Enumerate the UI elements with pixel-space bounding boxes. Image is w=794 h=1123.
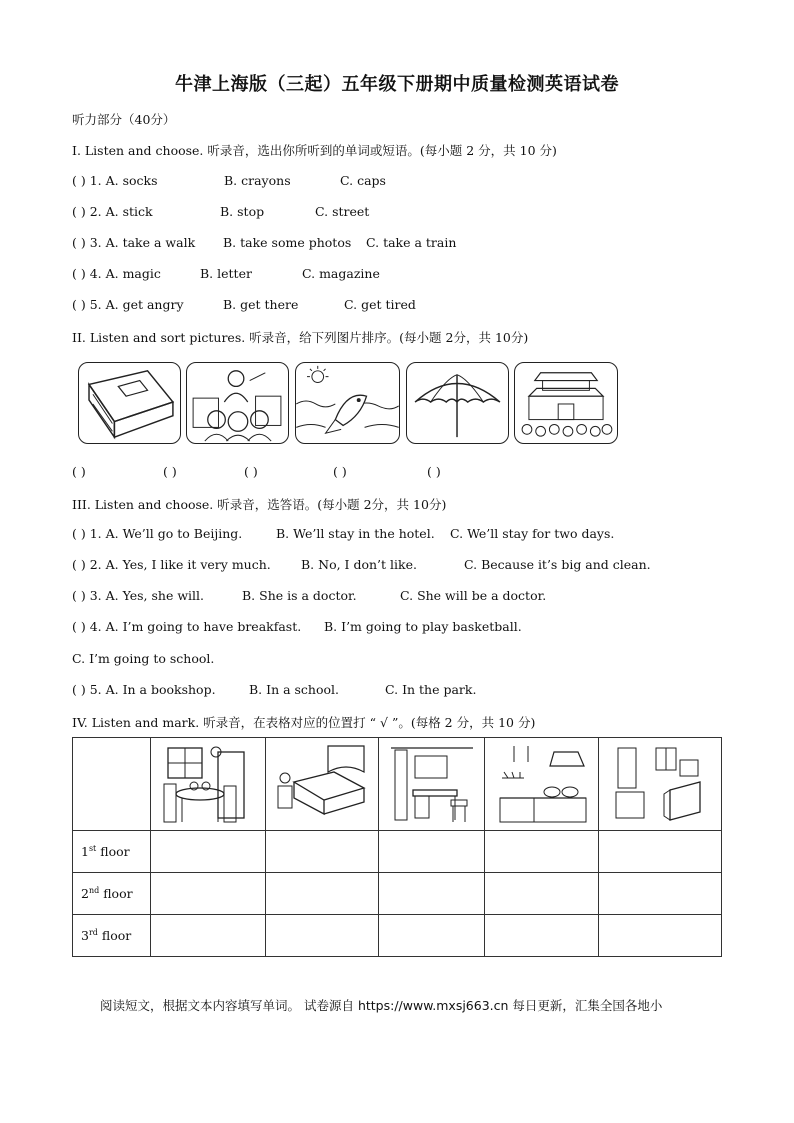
listening-header: 听力部分（40分）: [72, 112, 176, 127]
answer-cell[interactable]: [150, 915, 265, 957]
answer-cell[interactable]: [599, 873, 722, 915]
answer-cell[interactable]: [150, 873, 265, 915]
option-b: B. We’ll stay in the hotel.: [276, 526, 435, 541]
option-c: C. She will be a doctor.: [400, 588, 547, 603]
answer-cell[interactable]: [485, 873, 599, 915]
question-stem: ( ) 3. A. take a walk: [72, 235, 196, 250]
question-stem: ( ) 2. A. stick: [72, 204, 153, 219]
desk-icon: [387, 742, 477, 826]
picture-strip: [78, 362, 618, 446]
option-c: C. get tired: [344, 297, 416, 312]
floor-label: 1st floor: [73, 831, 151, 873]
answer-cell[interactable]: [265, 873, 379, 915]
answer-cell[interactable]: [379, 873, 485, 915]
living-room-picture: [599, 738, 722, 831]
answer-cell[interactable]: [265, 915, 379, 957]
answer-cell[interactable]: [599, 831, 722, 873]
floor-label: 2nd floor: [73, 873, 151, 915]
fish-jumping-picture: [295, 362, 400, 444]
option-b: B. get there: [223, 297, 299, 312]
question-stem: ( ) 5. A. In a bookshop.: [72, 682, 216, 697]
dining-room-picture: [150, 738, 265, 831]
option-b: B. She is a doctor.: [242, 588, 357, 603]
option-c: C. magazine: [302, 266, 380, 281]
book-picture: [78, 362, 181, 444]
answer-blank[interactable]: ( ): [427, 464, 441, 479]
option-c: C. take a train: [366, 235, 457, 250]
question-stem: ( ) 1. A. We’ll go to Beijing.: [72, 526, 243, 541]
umbrella-picture: [406, 362, 509, 444]
answer-cell[interactable]: [599, 915, 722, 957]
answer-cell[interactable]: [265, 831, 379, 873]
answer-cell[interactable]: [379, 915, 485, 957]
footer-text: 阅读短文，根据文本内容填写单词。 试卷源自 https://www.mxsj663.cn 每日更新，汇集全国各地小: [100, 998, 663, 1013]
tiananmen-picture: [514, 362, 618, 444]
kitchen-icon: [494, 742, 590, 826]
answer-blank[interactable]: ( ): [333, 464, 347, 479]
question-stem: ( ) 4. A. I’m going to have breakfast.: [72, 619, 302, 634]
answer-cell[interactable]: [150, 831, 265, 873]
corner-cell: [73, 738, 151, 831]
question-stem: ( ) 1. A. socks: [72, 173, 158, 188]
umbrella-icon: [407, 363, 508, 443]
page-title: 牛津上海版（三起）五年级下册期中质量检测英语试卷: [175, 74, 619, 95]
answer-blank[interactable]: ( ): [244, 464, 258, 479]
question-stem: ( ) 5. A. get angry: [72, 297, 184, 312]
book-icon: [79, 363, 180, 443]
option-b: B. take some photos: [223, 235, 352, 250]
option-b: B. letter: [200, 266, 252, 281]
dining-room-icon: [160, 742, 256, 826]
sofa-icon: [612, 742, 708, 826]
floor-label: 3rd floor: [73, 915, 151, 957]
option-b: B. In a school.: [249, 682, 340, 697]
bedroom-picture: [265, 738, 379, 831]
kitchen-picture: [485, 738, 599, 831]
answer-blank[interactable]: ( ): [163, 464, 177, 479]
study-picture: [379, 738, 485, 831]
section4-heading: IV. Listen and mark. 听录音，在表格对应的位置打 “ √ ”。(每格 2 分，共 10 分): [72, 715, 536, 730]
option-b: B. No, I don’t like.: [301, 557, 417, 572]
option-c: C. In the park.: [385, 682, 477, 697]
option-c: C. caps: [340, 173, 386, 188]
answer-cell[interactable]: [485, 915, 599, 957]
option-c: C. I’m going to school.: [72, 651, 215, 666]
building-icon: [515, 363, 617, 443]
answer-cell[interactable]: [379, 831, 485, 873]
question-stem: ( ) 4. A. magic: [72, 266, 161, 281]
teacher-and-students-picture: [186, 362, 289, 444]
option-b: B. I’m going to play basketball.: [324, 619, 522, 634]
option-c: C. Because it’s big and clean.: [464, 557, 651, 572]
section1-heading: I. Listen and choose. 听录音，选出你所听到的单词或短语。(每小题 2 分，共 10 分): [72, 143, 557, 158]
bed-icon: [274, 742, 370, 826]
answer-cell[interactable]: [485, 831, 599, 873]
option-b: B. crayons: [224, 173, 291, 188]
question-stem: ( ) 2. A. Yes, I like it very much.: [72, 557, 271, 572]
option-c: C. We’ll stay for two days.: [450, 526, 615, 541]
section3-heading: III. Listen and choose. 听录音，选答语。(每小题 2分，共 10分): [72, 497, 447, 512]
option-b: B. stop: [220, 204, 265, 219]
floor-table: [72, 737, 722, 957]
question-stem: ( ) 3. A. Yes, she will.: [72, 588, 205, 603]
fish-icon: [296, 363, 399, 443]
answer-blank[interactable]: ( ): [72, 464, 86, 479]
option-c: C. street: [315, 204, 370, 219]
section2-heading: II. Listen and sort pictures. 听录音，给下列图片排序。(每小题 2分，共 10分): [72, 330, 529, 345]
teacher-icon: [187, 363, 288, 443]
